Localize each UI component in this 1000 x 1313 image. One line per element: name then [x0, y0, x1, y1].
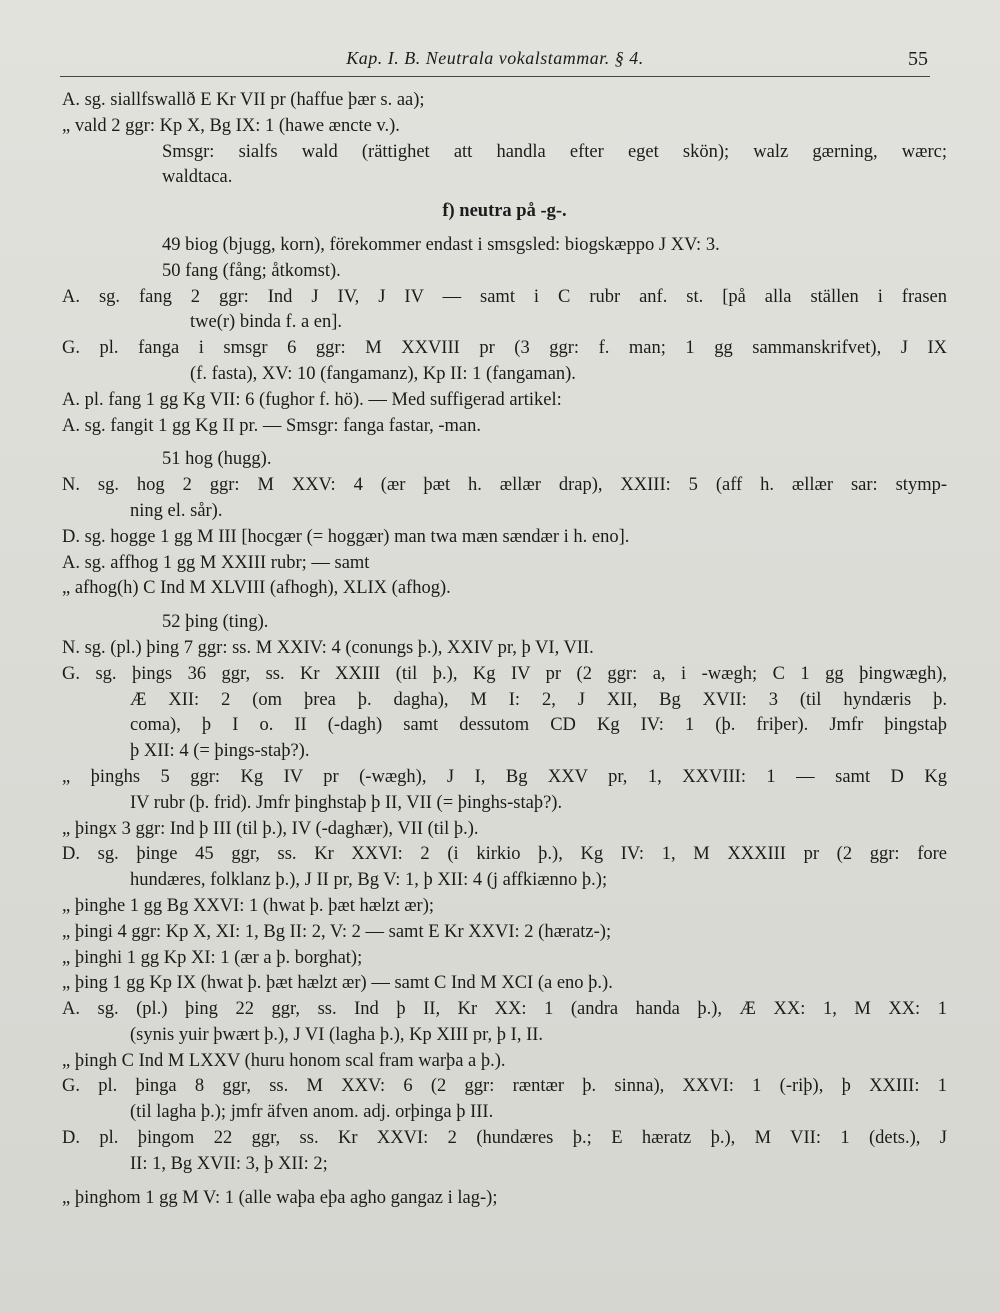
text-line: „ þingi 4 ggr: Kp X, XI: 1, Bg II: 2, V: 2 — samt E Kr XXVI: 2 (hæratz-);: [62, 921, 612, 942]
entry-heading: 51 hog (hugg).: [162, 449, 272, 470]
text-line: IV rubr (þ. frid). Jmfr þinghstaþ þ II, VII (= þinghs-staþ?).: [130, 792, 563, 813]
text-line: A. sg. fangit 1 gg Kg II pr. — Smsgr: fanga fastar, -man.: [62, 415, 482, 436]
text-line: Smsgr: sialfs wald (rättighet att handla efter eget skön); walz gærning, wærc;: [162, 141, 947, 162]
text-line: A. sg. (pl.) þing 22 ggr, ss. Ind þ II, Kr XX: 1 (andra handa þ.), Æ XX: 1, M XX: 1: [62, 999, 947, 1020]
text-line: waldtaca.: [162, 167, 233, 188]
text-line: „ þingx 3 ggr: Ind þ III (til þ.), IV (-daghær), VII (til þ.).: [62, 818, 479, 839]
text-line: twe(r) binda f. a en].: [190, 312, 343, 333]
text-line: A. sg. fang 2 ggr: Ind J IV, J IV — samt i C rubr anf. st. [på alla ställen i frasen: [62, 286, 947, 307]
text-line: G. sg. þings 36 ggr, ss. Kr XXIII (til þ.), Kg IV pr (2 ggr: a, i -wægh; C 1 gg þingwægh),: [62, 663, 947, 684]
entry-heading: 49 biog (bjugg, korn), förekommer endast i smsgsled: biogskæppo J XV: 3.: [162, 234, 720, 255]
text-line: A. pl. fang 1 gg Kg VII: 6 (fughor f. hö). — Med suffigerad artikel:: [62, 389, 562, 410]
text-line: hundæres, folklanz þ.), J II pr, Bg V: 1, þ XII: 4 (j affkiænno þ.);: [130, 870, 608, 891]
text-line: G. pl. þinga 8 ggr, ss. M XXV: 6 (2 ggr: ræntær þ. sinna), XXVI: 1 (-riþ), þ XXIII: 1: [62, 1076, 947, 1097]
text-line: „ þingh C Ind M LXXV (huru honom scal fram warþa a þ.).: [62, 1050, 506, 1071]
text-line: Æ XII: 2 (om þrea þ. dagha), M I: 2, J XII, Bg XVII: 3 (til hyndæris þ.: [130, 689, 947, 710]
text-line: (f. fasta), XV: 10 (fangamanz), Kp II: 1 (fangaman).: [190, 363, 576, 384]
text-line: þ XII: 4 (= þings-staþ?).: [130, 741, 310, 762]
text-line: „ þing 1 gg Kp IX (hwat þ. þæt hælzt ær) — samt C Ind M XCI (a eno þ.).: [62, 973, 613, 994]
text-line: G. pl. fanga i smsgr 6 ggr: M XXVIII pr (3 ggr: f. man; 1 gg sammanskrifvet), J IX: [62, 338, 947, 359]
text-line: A. sg. affhog 1 gg M XXIII rubr; — samt: [62, 552, 370, 573]
page-number: 55: [908, 48, 928, 70]
text-line: D. sg. hogge 1 gg M III [hocgær (= hoggær) man twa mæn sændær i h. eno].: [62, 526, 630, 547]
section-heading: f) neutra på -g-.: [442, 201, 567, 222]
text-line: „ þinghs 5 ggr: Kg IV pr (-wægh), J I, Bg XXV pr, 1, XXVIII: 1 — samt D Kg: [62, 766, 947, 787]
entry-heading: 50 fang (fång; åtkomst).: [162, 260, 341, 281]
text-line: coma), þ I o. II (-dagh) samt dessutom CD Kg IV: 1 (þ. friþer). Jmfr þingstaþ: [130, 715, 947, 736]
text-line: „ þinghi 1 gg Kp XI: 1 (ær a þ. borghat);: [62, 947, 363, 968]
page-header: [60, 48, 930, 77]
text-line: „ þinghom 1 gg M V: 1 (alle waþa eþa agho gangaz i lag-);: [62, 1187, 498, 1208]
text-line: N. sg. (pl.) þing 7 ggr: ss. M XXIV: 4 (conungs þ.), XXIV pr, þ VI, VII.: [62, 637, 594, 658]
text-line: D. pl. þingom 22 ggr, ss. Kr XXVI: 2 (hundæres þ.; E hæratz þ.), M VII: 1 (dets.), J: [62, 1128, 947, 1149]
text-line: N. sg. hog 2 ggr: M XXV: 4 (ær þæt h. ællær drap), XXIII: 5 (aff h. ællær sar: stymp-: [62, 475, 947, 496]
text-line: A. sg. siallfswallð E Kr VII pr (haffue þær s. aa);: [62, 90, 425, 110]
text-line: II: 1, Bg XVII: 3, þ XII: 2;: [130, 1153, 328, 1174]
entry-heading: 52 þing (ting).: [162, 612, 269, 633]
text-line: (synis yuir þwært þ.), J VI (lagha þ.), Kp XIII pr, þ I, II.: [130, 1024, 544, 1045]
page-body: [62, 88, 947, 1211]
text-line: „ vald 2 ggr: Kp X, Bg IX: 1 (hawe æncte v.).: [62, 115, 400, 136]
text-line: (til lagha þ.); jmfr äfven anom. adj. orþinga þ III.: [130, 1102, 494, 1123]
text-line: „ þinghe 1 gg Bg XXVI: 1 (hwat þ. þæt hælzt ær);: [62, 895, 435, 916]
text-line: „ afhog(h) C Ind M XLVIII (afhogh), XLIX (afhog).: [62, 578, 451, 599]
text-line: ning el. sår).: [130, 500, 223, 521]
running-head: Kap. I. B. Neutrala vokalstammar. § 4.: [346, 48, 644, 68]
text-line: D. sg. þinge 45 ggr, ss. Kr XXVI: 2 (i kirkio þ.), Kg IV: 1, M XXXIII pr (2 ggr: fore: [62, 844, 947, 865]
